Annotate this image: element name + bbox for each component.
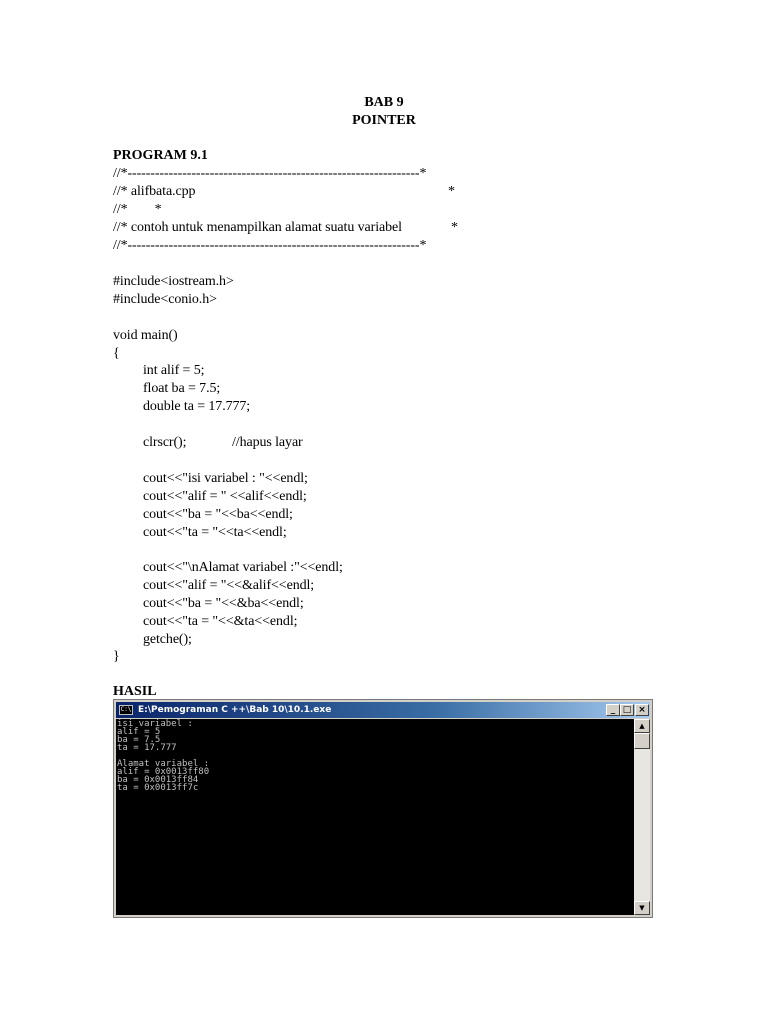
scroll-up-icon[interactable]: ▲ xyxy=(634,719,650,733)
scroll-thumb[interactable] xyxy=(634,733,650,749)
comment-description-end: * xyxy=(451,220,458,235)
console-title: E:\Pemograman C ++\Bab 10\10.1.exe xyxy=(138,705,332,715)
include-iostream: #include<iostream.h> xyxy=(113,274,234,289)
console-line: ta = 17.777 xyxy=(117,743,177,753)
console-line: Alamat variabel : xyxy=(117,759,210,769)
clrscr-comment: //hapus layar xyxy=(232,435,303,450)
scroll-down-icon[interactable]: ▼ xyxy=(634,901,650,915)
close-button[interactable]: × xyxy=(635,704,649,716)
comment-border-top: //*----------------------------------------------------------------* xyxy=(113,166,427,181)
include-conio: #include<conio.h> xyxy=(113,292,217,307)
comment-filename: //* alifbata.cpp xyxy=(113,184,196,199)
console-line: ba = 7.5 xyxy=(117,735,161,745)
console-titlebar[interactable] xyxy=(116,702,650,718)
minimize-button[interactable]: _ xyxy=(606,704,620,716)
console-output xyxy=(116,719,634,915)
decl-float: float ba = 7.5; xyxy=(143,381,221,396)
console-app-icon: C:\ xyxy=(120,706,132,713)
cout-line: cout<<"alif = " <<alif<<endl; xyxy=(143,489,307,504)
cout-line: cout<<"ba = "<<ba<<endl; xyxy=(143,507,293,522)
cout-line: cout<<"isi variabel : "<<endl; xyxy=(143,471,308,486)
cout-line: cout<<"ba = "<<&ba<<endl; xyxy=(143,596,304,611)
comment-empty: //* * xyxy=(113,202,162,217)
console-line: alif = 0x0013ff80 xyxy=(117,767,210,777)
decl-int: int alif = 5; xyxy=(143,363,205,378)
console-scrollbar[interactable] xyxy=(634,719,650,915)
console-line: alif = 5 xyxy=(117,727,161,737)
maximize-button[interactable]: □ xyxy=(620,704,634,716)
console-line: isi variabel : xyxy=(117,719,193,729)
chapter-label: BAB 9 xyxy=(364,95,404,110)
console-window xyxy=(113,699,653,918)
decl-double: double ta = 17.777; xyxy=(143,399,251,414)
program-heading: PROGRAM 9.1 xyxy=(113,148,208,163)
clrscr-call: clrscr(); xyxy=(143,435,187,450)
close-brace: } xyxy=(113,649,120,664)
chapter-title: POINTER xyxy=(352,113,416,128)
cout-line: cout<<"ta = "<<ta<<endl; xyxy=(143,525,287,540)
comment-filename-end: * xyxy=(448,184,455,199)
console-line: ba = 0x0013ff84 xyxy=(117,775,199,785)
cout-line: cout<<"\nAlamat variabel :"<<endl; xyxy=(143,560,343,575)
cout-line: cout<<"alif = "<<&alif<<endl; xyxy=(143,578,315,593)
main-signature: void main() xyxy=(113,328,178,343)
console-line: ta = 0x0013ff7c xyxy=(117,783,199,793)
comment-description: //* contoh untuk menampilkan alamat suatu variabel xyxy=(113,220,402,235)
cout-line: cout<<"ta = "<<&ta<<endl; xyxy=(143,614,298,629)
getche-call: getche(); xyxy=(143,632,192,647)
result-heading: HASIL xyxy=(113,684,157,699)
comment-border-bottom: //*----------------------------------------------------------------* xyxy=(113,238,427,253)
open-brace: { xyxy=(113,346,120,361)
